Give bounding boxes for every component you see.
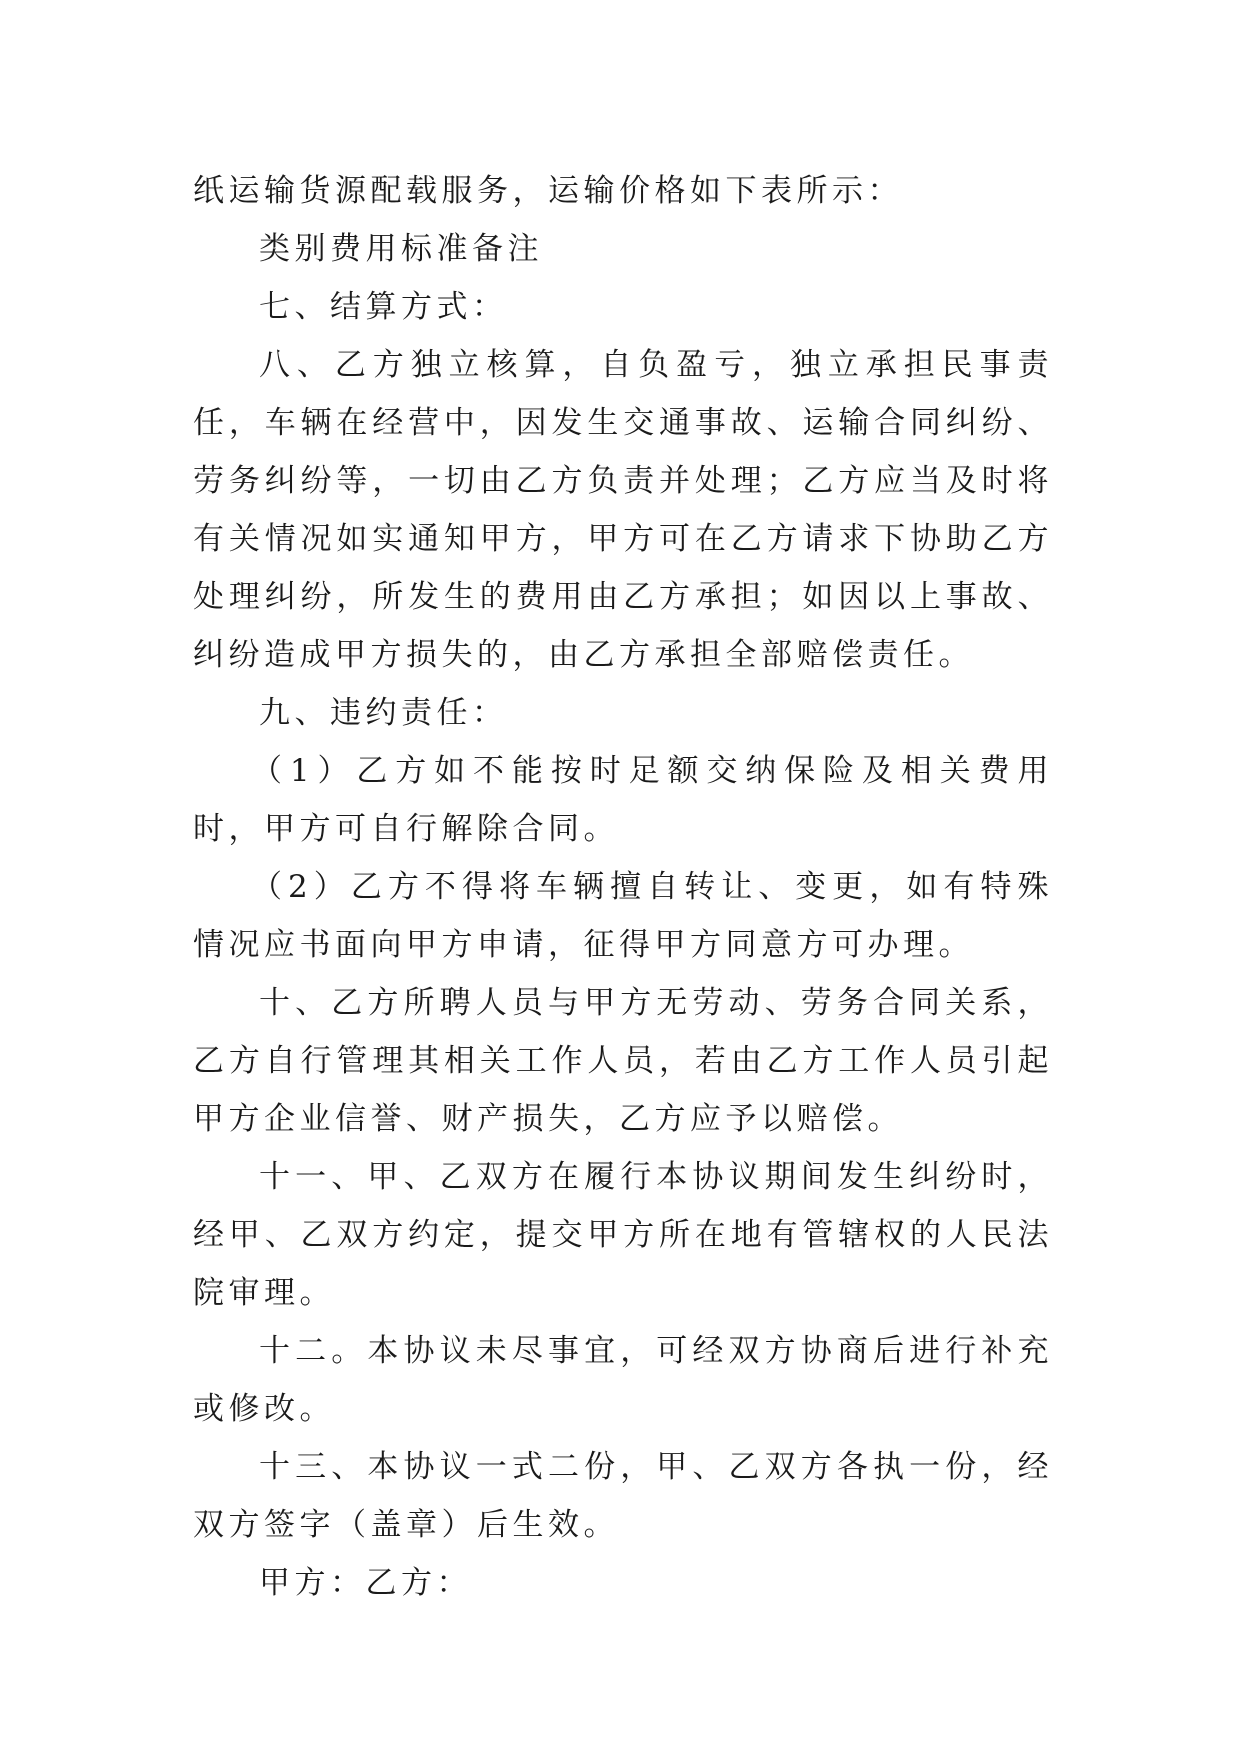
- paragraph-table-header: 类别费用标准备注: [259, 231, 543, 267]
- paragraph-clause-twelve: 十二。本协议未尽事宜，可经双方协商后进行补充或修改。: [193, 1333, 1053, 1427]
- paragraph-clause-eleven: 十一、甲、乙双方在履行本协议期间发生纠纷时，经甲、乙双方约定，提交甲方所在地有管辖权的人民法院审理。: [193, 1159, 1053, 1311]
- document-body: [193, 162, 1053, 1612]
- paragraph-breach-heading: 九、违约责任：: [259, 695, 508, 731]
- paragraph-breach-item-2: （2）乙方不得将车辆擅自转让、变更，如有特殊情况应书面向甲方申请，征得甲方同意方可办理。: [193, 869, 1053, 963]
- paragraph-clause-eight: 八、乙方独立核算，自负盈亏，独立承担民事责任，车辆在经营中，因发生交通事故、运输合同纠纷、劳务纠纷等，一切由乙方负责并处理；乙方应当及时将有关情况如实通知甲方，甲方可在乙方请求下协助乙方处理纠纷，所发生的费用由乙方承担；如因以上事故、纠纷造成甲方损失的，由乙方承担全部赔偿责任。: [193, 347, 1053, 673]
- paragraph-settlement-heading: 七、结算方式：: [259, 289, 508, 325]
- paragraph-clause-thirteen: 十三、本协议一式二份，甲、乙双方各执一份，经双方签字（盖章）后生效。: [193, 1449, 1053, 1543]
- paragraph-transport-service: 纸运输货源配载服务，运输价格如下表所示：: [193, 173, 903, 209]
- paragraph-clause-ten: 十、乙方所聘人员与甲方无劳动、劳务合同关系，乙方自行管理其相关工作人员，若由乙方工作人员引起甲方企业信誉、财产损失，乙方应予以赔偿。: [193, 985, 1053, 1137]
- paragraph-breach-item-1: （1）乙方如不能按时足额交纳保险及相关费用时，甲方可自行解除合同。: [193, 753, 1053, 847]
- paragraph-signature-line: 甲方：乙方：: [259, 1565, 472, 1601]
